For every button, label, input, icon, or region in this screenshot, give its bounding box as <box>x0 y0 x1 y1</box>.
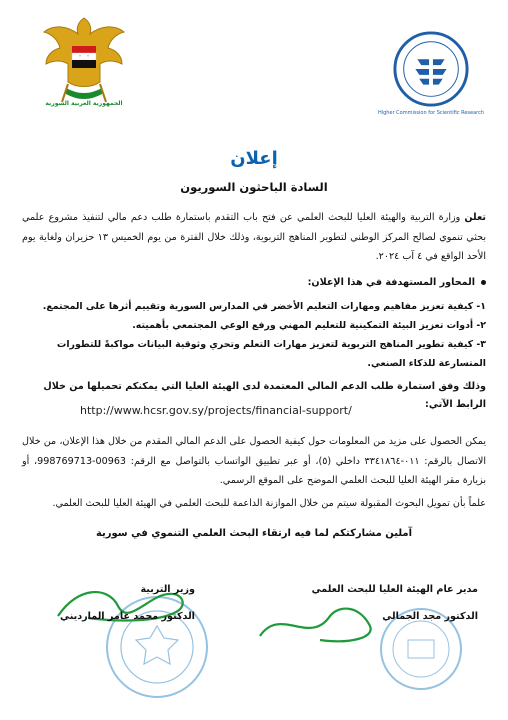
announcement-subtitle: السادة الباحثون السوريون <box>180 180 328 194</box>
financial-support-link[interactable]: http://www.hcsr.gov.sy/projects/financial-support/ <box>80 404 352 417</box>
announcement-title: إعلان <box>230 148 278 169</box>
axes-heading-text: المحاور المستهدفة في هذا الإعلان: <box>307 277 475 288</box>
hcsr-logo-caption: Higher Commission for Scientific Research <box>377 110 485 116</box>
director-signature-block <box>312 576 478 630</box>
funding-note: علماً بأن تمويل البحوث المقبولة سيتم من خلال الموازنة الداعمة للبحث العلمي في الهيئة العليا للبحث العلمي. <box>52 498 486 509</box>
minister-name: الدكتور محمد عامر المارديني <box>60 611 195 622</box>
intro-paragraph <box>22 208 486 267</box>
hcsr-logo-icon <box>392 30 470 108</box>
axis-item: ١- كيفية تعزيز مفاهيم ومهارات التعليم الأخضر في المدارس السورية وتقييم أثرها على المجتمع. <box>42 301 486 312</box>
contact-paragraph: يمكن الحصول على مزيد من المعلومات حول كيفية الحصول على الدعم المالي المقدم من خلال هذا الإعلان، من خلال الاتصال بالرقم: ٠١١-٣٣٤١٨٦٤ داخلي (٥)، أو عبر تطبيق الواتساب بالتواصل مع الرقم: 00963-998769713، أو بزيارة مقر الهيئة العليا للبحث العلمي الموضح على الموقع الرسمي. <box>22 436 486 486</box>
axes-list <box>16 297 486 373</box>
syrian-eagle-emblem-icon <box>38 12 130 112</box>
bullet-icon <box>481 280 486 285</box>
closing-line: آملين مشاركتكم لما فيه ارتقاء البحث العلمي التنموي في سورية <box>95 528 413 539</box>
minister-role: وزير التربية <box>140 584 195 595</box>
director-name: الدكتور مجد الجمالي <box>382 611 478 622</box>
axis-item: ٢- أدوات تعزيز البيئة التمكينية للتعليم المهني ورفع الوعي المجتمعي بأهميته. <box>132 320 486 331</box>
intro-text: وزارة التربية والهيئة العليا للبحث العلمي عن فتح باب التقدم باستمارة طلب دعم مالي لتنفيذ مشروع علمي بحثي تنموي لصالح المركز الوطني لتطوير المناهج التربوية، وذلك خلال الفترة من يوم الخميس ١٣ حزيران ولغاية يوم الأحد الواقع في ٤ آب ٢٠٢٤. <box>22 212 486 262</box>
director-role: مدير عام الهيئة العليا للبحث العلمي <box>311 584 478 595</box>
minister-signature-block <box>60 576 195 630</box>
intro-lead: تعلن <box>464 212 486 223</box>
link-intro: وذلك وفق استمارة طلب الدعم المالي المعتمدة لدى الهيئة العليا التي يمكنكم تحميلها من خلال الرابط الآتي: <box>43 381 486 410</box>
emblem-caption: الجمهورية العربية السورية <box>45 100 123 107</box>
axis-item: ٣- كيفية تطوير المناهج التربوية لتعزيز مهارات التعلم وتحري وثوقية البيانات مواكبةً للتطورات المتسارعة للذكاء الصنعي. <box>56 339 486 369</box>
axes-heading <box>308 277 486 288</box>
